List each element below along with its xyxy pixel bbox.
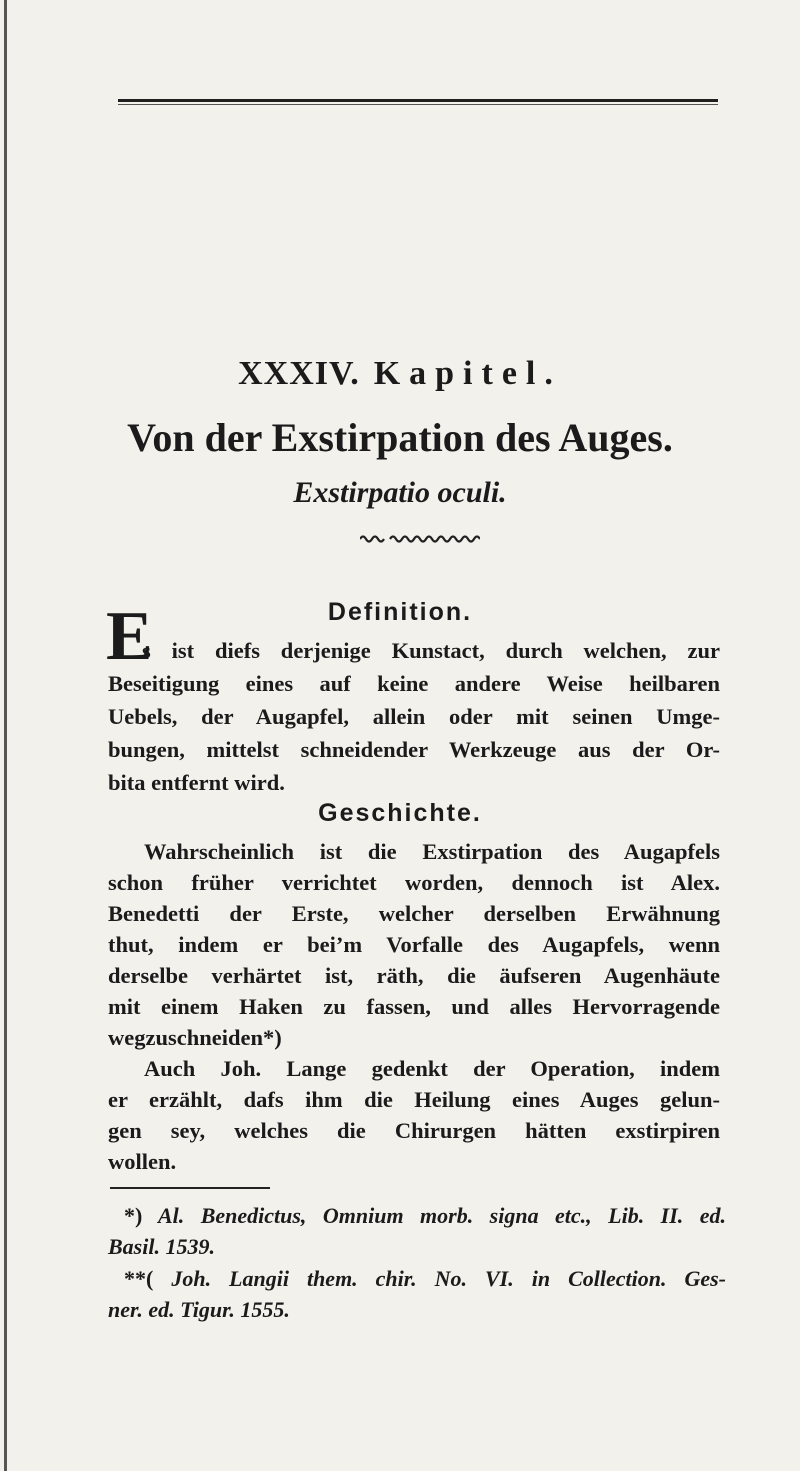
text-line: mit einem Haken zu fassen, und alles Hervorragende: [108, 994, 720, 1019]
text-line: s ist diefs derjenige Kunstact, durch welchen, zur: [142, 638, 720, 663]
footnote-mark: **(: [124, 1266, 154, 1291]
footnote-text: ner. ed. Tigur. 1555.: [108, 1297, 290, 1322]
chapter-heading: [0, 355, 800, 393]
text-line: bungen, mittelst schneidender Werkzeuge aus der Or-: [108, 737, 720, 762]
text-line: gen sey, welches die Chirurgen hätten exstirpiren: [108, 1118, 720, 1143]
text-line: Benedetti der Erste, welcher derselben Erwähnung: [108, 901, 720, 926]
footnote-2: [108, 1263, 726, 1325]
drop-cap: E: [106, 598, 153, 675]
text-line: wollen.: [108, 1149, 177, 1174]
header-rule-thin: [118, 104, 718, 105]
definition-paragraph: [108, 634, 720, 799]
chapter-word: Kapitel.: [373, 355, 562, 392]
text-line: bita entfernt wird.: [108, 770, 285, 795]
footnote-text: Basil. 1539.: [108, 1234, 215, 1259]
geschichte-heading: Geschichte.: [318, 799, 482, 827]
footnote-text: Joh. Langii them. chir. No. VI. in Collection. Ges-: [171, 1266, 727, 1291]
chapter-number: XXXIV.: [238, 355, 360, 392]
text-line: schon früher verrichtet worden, dennoch ist Alex.: [108, 870, 720, 895]
header-rule: [118, 99, 718, 102]
ornament-divider: [360, 534, 480, 544]
history-paragraph-1: [108, 836, 720, 1053]
text-line: er erzählt, dafs ihm die Heilung eines Auges gelun-: [108, 1087, 720, 1112]
page-title: Von der Exstirpation des Auges.: [127, 415, 673, 460]
definition-heading: Definition.: [327, 598, 473, 626]
text-line: Beseitigung eines auf keine andere Weise heilbaren: [108, 671, 720, 696]
text-line: Wahrscheinlich ist die Exstirpation des Augapfels: [144, 839, 720, 864]
text-line: derselbe verhärtet ist, räth, die äufseren Augenhäute: [108, 963, 720, 988]
footnote-rule: [110, 1187, 270, 1189]
text-line: thut, indem er bei’m Vorfalle des Augapfels, wenn: [108, 932, 720, 957]
footnote-1: [108, 1200, 726, 1262]
latin-subtitle: Exstirpatio oculi.: [293, 476, 507, 509]
footnote-text: Al. Benedictus, Omnium morb. signa etc., Lib. II. ed.: [157, 1203, 726, 1228]
history-paragraph-2: [108, 1053, 720, 1177]
footnote-mark: *): [124, 1203, 143, 1228]
text-line: wegzuschneiden*): [108, 1025, 282, 1050]
text-line: Uebels, der Augapfel, allein oder mit seinen Umge-: [108, 704, 720, 729]
text-line: Auch Joh. Lange gedenkt der Operation, indem: [144, 1056, 720, 1081]
page-spine-edge: [4, 0, 7, 1471]
